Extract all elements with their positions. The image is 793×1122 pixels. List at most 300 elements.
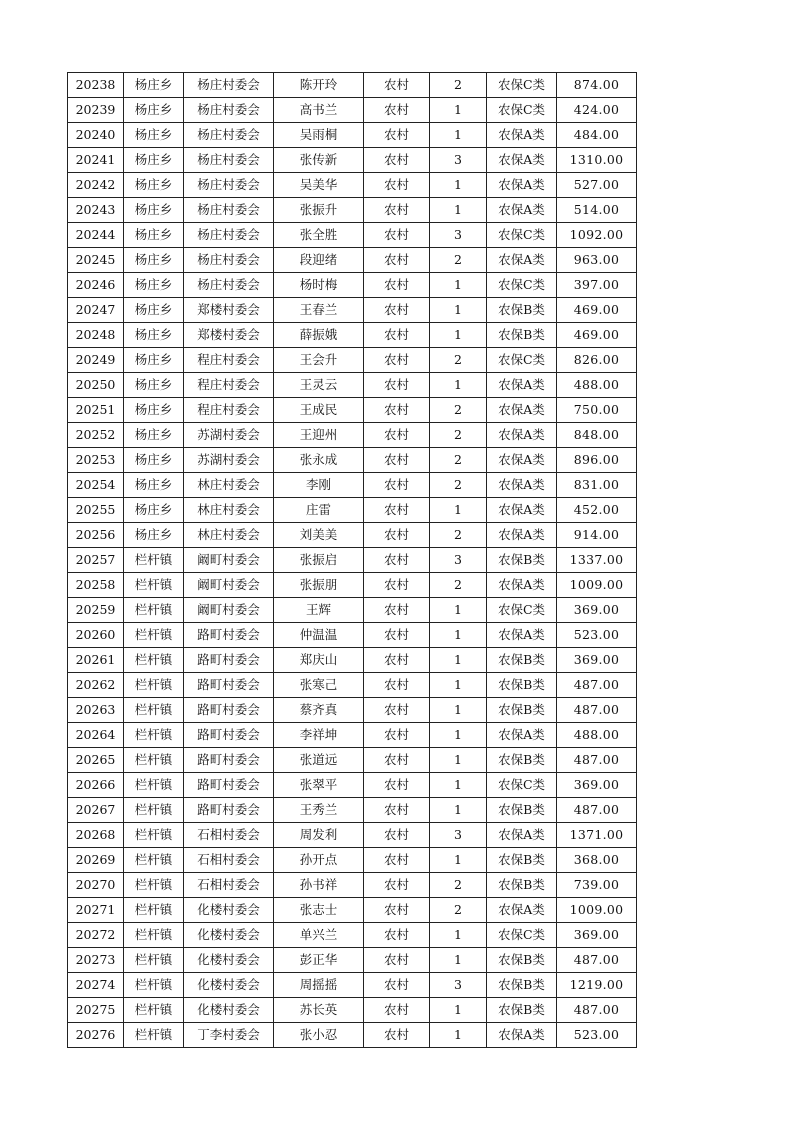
cell-amount: 1009.00 [557,898,637,923]
cell-person-count: 3 [430,973,487,998]
cell-household-type: 农村 [364,248,430,273]
cell-category: 农保A类 [487,473,557,498]
cell-amount: 487.00 [557,748,637,773]
cell-household-type: 农村 [364,473,430,498]
cell-amount: 487.00 [557,673,637,698]
cell-township: 杨庄乡 [124,148,184,173]
cell-village: 杨庄村委会 [184,123,274,148]
cell-amount: 523.00 [557,623,637,648]
cell-amount: 1337.00 [557,548,637,573]
cell-category: 农保B类 [487,998,557,1023]
cell-name: 吴美华 [274,173,364,198]
cell-name: 段迎绪 [274,248,364,273]
table-row [68,948,637,973]
cell-id: 20238 [68,73,124,98]
cell-person-count: 2 [430,473,487,498]
cell-township: 杨庄乡 [124,248,184,273]
cell-id: 20242 [68,173,124,198]
cell-person-count: 1 [430,98,487,123]
cell-name: 王辉 [274,598,364,623]
cell-id: 20243 [68,198,124,223]
cell-village: 路町村委会 [184,773,274,798]
cell-household-type: 农村 [364,623,430,648]
cell-person-count: 1 [430,123,487,148]
cell-township: 杨庄乡 [124,473,184,498]
cell-township: 栏杆镇 [124,773,184,798]
cell-household-type: 农村 [364,748,430,773]
cell-township: 杨庄乡 [124,373,184,398]
table-row [68,398,637,423]
cell-township: 栏杆镇 [124,648,184,673]
cell-person-count: 1 [430,1023,487,1048]
cell-township: 栏杆镇 [124,798,184,823]
cell-township: 栏杆镇 [124,848,184,873]
table-row [68,848,637,873]
cell-household-type: 农村 [364,173,430,198]
cell-name: 王会升 [274,348,364,373]
table-row [68,723,637,748]
cell-village: 化楼村委会 [184,898,274,923]
cell-person-count: 2 [430,873,487,898]
cell-category: 农保C类 [487,273,557,298]
cell-amount: 488.00 [557,723,637,748]
cell-household-type: 农村 [364,348,430,373]
cell-id: 20259 [68,598,124,623]
cell-id: 20257 [68,548,124,573]
cell-village: 阚町村委会 [184,573,274,598]
cell-name: 王灵云 [274,373,364,398]
cell-category: 农保B类 [487,673,557,698]
cell-amount: 1310.00 [557,148,637,173]
table-row [68,548,637,573]
cell-amount: 1219.00 [557,973,637,998]
cell-household-type: 农村 [364,773,430,798]
cell-amount: 369.00 [557,648,637,673]
cell-township: 栏杆镇 [124,923,184,948]
cell-person-count: 1 [430,848,487,873]
cell-amount: 488.00 [557,373,637,398]
data-table [67,72,637,1048]
cell-category: 农保B类 [487,648,557,673]
cell-township: 栏杆镇 [124,873,184,898]
cell-name: 刘美美 [274,523,364,548]
table-row [68,148,637,173]
cell-name: 庄雷 [274,498,364,523]
cell-township: 杨庄乡 [124,123,184,148]
cell-township: 杨庄乡 [124,398,184,423]
cell-village: 程庄村委会 [184,373,274,398]
cell-id: 20267 [68,798,124,823]
cell-person-count: 1 [430,298,487,323]
cell-category: 农保A类 [487,1023,557,1048]
cell-amount: 1092.00 [557,223,637,248]
cell-household-type: 农村 [364,123,430,148]
cell-name: 吴雨桐 [274,123,364,148]
cell-amount: 527.00 [557,173,637,198]
cell-id: 20251 [68,398,124,423]
cell-amount: 963.00 [557,248,637,273]
table-row [68,873,637,898]
cell-household-type: 农村 [364,673,430,698]
cell-household-type: 农村 [364,98,430,123]
cell-amount: 487.00 [557,998,637,1023]
cell-id: 20268 [68,823,124,848]
cell-person-count: 1 [430,948,487,973]
cell-name: 苏长英 [274,998,364,1023]
cell-household-type: 农村 [364,148,430,173]
cell-village: 杨庄村委会 [184,248,274,273]
cell-person-count: 1 [430,373,487,398]
cell-amount: 848.00 [557,423,637,448]
table-row [68,348,637,373]
cell-amount: 484.00 [557,123,637,148]
cell-name: 仲温温 [274,623,364,648]
cell-amount: 487.00 [557,798,637,823]
cell-village: 程庄村委会 [184,348,274,373]
cell-person-count: 2 [430,523,487,548]
cell-name: 张振朋 [274,573,364,598]
cell-category: 农保A类 [487,448,557,473]
cell-person-count: 1 [430,673,487,698]
cell-amount: 469.00 [557,298,637,323]
table-row [68,923,637,948]
cell-township: 杨庄乡 [124,298,184,323]
cell-person-count: 1 [430,173,487,198]
cell-category: 农保C类 [487,923,557,948]
cell-person-count: 2 [430,448,487,473]
table-row [68,623,637,648]
cell-id: 20274 [68,973,124,998]
cell-township: 杨庄乡 [124,323,184,348]
cell-amount: 487.00 [557,698,637,723]
cell-name: 王秀兰 [274,798,364,823]
cell-category: 农保C类 [487,773,557,798]
cell-village: 石相村委会 [184,823,274,848]
cell-household-type: 农村 [364,323,430,348]
cell-person-count: 3 [430,148,487,173]
cell-household-type: 农村 [364,848,430,873]
table-row [68,123,637,148]
table-row [68,748,637,773]
cell-township: 杨庄乡 [124,273,184,298]
cell-person-count: 1 [430,198,487,223]
cell-household-type: 农村 [364,548,430,573]
cell-category: 农保A类 [487,723,557,748]
cell-amount: 831.00 [557,473,637,498]
cell-household-type: 农村 [364,873,430,898]
cell-person-count: 3 [430,548,487,573]
cell-category: 农保C类 [487,348,557,373]
cell-village: 杨庄村委会 [184,198,274,223]
cell-id: 20262 [68,673,124,698]
cell-township: 杨庄乡 [124,423,184,448]
cell-name: 单兴兰 [274,923,364,948]
cell-amount: 1371.00 [557,823,637,848]
cell-village: 程庄村委会 [184,398,274,423]
cell-township: 栏杆镇 [124,823,184,848]
table-row [68,973,637,998]
table-row [68,223,637,248]
cell-village: 杨庄村委会 [184,148,274,173]
cell-category: 农保A类 [487,623,557,648]
cell-category: 农保A类 [487,148,557,173]
cell-category: 农保A类 [487,423,557,448]
table-row [68,798,637,823]
cell-person-count: 1 [430,798,487,823]
cell-village: 化楼村委会 [184,948,274,973]
cell-amount: 369.00 [557,598,637,623]
cell-village: 路町村委会 [184,698,274,723]
cell-village: 杨庄村委会 [184,98,274,123]
cell-category: 农保B类 [487,798,557,823]
cell-village: 阚町村委会 [184,548,274,573]
cell-village: 林庄村委会 [184,473,274,498]
cell-category: 农保A类 [487,523,557,548]
table-row [68,998,637,1023]
cell-person-count: 1 [430,748,487,773]
cell-township: 栏杆镇 [124,998,184,1023]
cell-household-type: 农村 [364,223,430,248]
cell-household-type: 农村 [364,798,430,823]
cell-name: 王成民 [274,398,364,423]
cell-person-count: 2 [430,398,487,423]
cell-household-type: 农村 [364,398,430,423]
cell-person-count: 1 [430,598,487,623]
cell-category: 农保A类 [487,398,557,423]
cell-village: 路町村委会 [184,723,274,748]
cell-village: 丁李村委会 [184,1023,274,1048]
cell-id: 20266 [68,773,124,798]
cell-category: 农保A类 [487,248,557,273]
table-row [68,448,637,473]
cell-village: 郑楼村委会 [184,298,274,323]
cell-name: 张传新 [274,148,364,173]
cell-category: 农保B类 [487,973,557,998]
cell-person-count: 1 [430,498,487,523]
cell-id: 20264 [68,723,124,748]
cell-person-count: 1 [430,698,487,723]
cell-village: 郑楼村委会 [184,323,274,348]
cell-amount: 369.00 [557,923,637,948]
cell-amount: 487.00 [557,948,637,973]
cell-township: 栏杆镇 [124,573,184,598]
cell-village: 林庄村委会 [184,498,274,523]
cell-household-type: 农村 [364,73,430,98]
cell-amount: 469.00 [557,323,637,348]
cell-person-count: 3 [430,823,487,848]
cell-village: 杨庄村委会 [184,273,274,298]
cell-amount: 514.00 [557,198,637,223]
cell-name: 孙书祥 [274,873,364,898]
cell-name: 张寒己 [274,673,364,698]
cell-household-type: 农村 [364,498,430,523]
cell-village: 苏湖村委会 [184,423,274,448]
cell-village: 杨庄村委会 [184,173,274,198]
cell-household-type: 农村 [364,298,430,323]
cell-person-count: 2 [430,898,487,923]
cell-household-type: 农村 [364,698,430,723]
cell-id: 20263 [68,698,124,723]
cell-name: 郑庆山 [274,648,364,673]
cell-household-type: 农村 [364,998,430,1023]
table-row [68,498,637,523]
cell-amount: 914.00 [557,523,637,548]
cell-id: 20247 [68,298,124,323]
cell-category: 农保B类 [487,748,557,773]
table-row [68,898,637,923]
cell-id: 20248 [68,323,124,348]
table-row [68,98,637,123]
cell-category: 农保A类 [487,173,557,198]
cell-category: 农保B类 [487,848,557,873]
cell-name: 张志士 [274,898,364,923]
cell-household-type: 农村 [364,423,430,448]
cell-person-count: 2 [430,573,487,598]
cell-township: 杨庄乡 [124,523,184,548]
cell-name: 张翠平 [274,773,364,798]
cell-village: 路町村委会 [184,673,274,698]
cell-person-count: 1 [430,723,487,748]
table-row [68,423,637,448]
cell-category: 农保C类 [487,98,557,123]
cell-village: 化楼村委会 [184,923,274,948]
cell-household-type: 农村 [364,948,430,973]
cell-amount: 826.00 [557,348,637,373]
cell-village: 苏湖村委会 [184,448,274,473]
cell-amount: 874.00 [557,73,637,98]
cell-amount: 1009.00 [557,573,637,598]
cell-name: 陈开玲 [274,73,364,98]
cell-village: 化楼村委会 [184,973,274,998]
cell-name: 周摇摇 [274,973,364,998]
cell-category: 农保A类 [487,898,557,923]
cell-township: 栏杆镇 [124,548,184,573]
cell-category: 农保B类 [487,298,557,323]
cell-category: 农保A类 [487,498,557,523]
cell-household-type: 农村 [364,1023,430,1048]
cell-village: 杨庄村委会 [184,223,274,248]
cell-name: 张振升 [274,198,364,223]
cell-village: 阚町村委会 [184,598,274,623]
table-row [68,673,637,698]
table-row [68,323,637,348]
cell-id: 20240 [68,123,124,148]
cell-id: 20253 [68,448,124,473]
cell-township: 杨庄乡 [124,348,184,373]
cell-amount: 397.00 [557,273,637,298]
cell-person-count: 1 [430,648,487,673]
cell-amount: 368.00 [557,848,637,873]
cell-person-count: 1 [430,998,487,1023]
cell-village: 杨庄村委会 [184,73,274,98]
table-row [68,648,637,673]
cell-id: 20244 [68,223,124,248]
cell-id: 20245 [68,248,124,273]
cell-household-type: 农村 [364,373,430,398]
cell-id: 20252 [68,423,124,448]
cell-township: 杨庄乡 [124,448,184,473]
cell-village: 石相村委会 [184,873,274,898]
cell-name: 王春兰 [274,298,364,323]
cell-id: 20265 [68,748,124,773]
cell-category: 农保C类 [487,223,557,248]
cell-id: 20260 [68,623,124,648]
cell-name: 张小忍 [274,1023,364,1048]
table-row [68,73,637,98]
table-row [68,473,637,498]
cell-id: 20241 [68,148,124,173]
cell-village: 化楼村委会 [184,998,274,1023]
cell-amount: 739.00 [557,873,637,898]
cell-household-type: 农村 [364,923,430,948]
cell-name: 李祥坤 [274,723,364,748]
table-body [68,73,637,1048]
cell-id: 20239 [68,98,124,123]
cell-id: 20272 [68,923,124,948]
cell-township: 栏杆镇 [124,898,184,923]
cell-township: 杨庄乡 [124,223,184,248]
table-row [68,823,637,848]
cell-name: 张全胜 [274,223,364,248]
cell-amount: 750.00 [557,398,637,423]
cell-person-count: 1 [430,923,487,948]
cell-township: 杨庄乡 [124,98,184,123]
cell-id: 20250 [68,373,124,398]
cell-category: 农保A类 [487,198,557,223]
cell-person-count: 1 [430,273,487,298]
cell-amount: 896.00 [557,448,637,473]
table-row [68,273,637,298]
cell-village: 路町村委会 [184,798,274,823]
cell-name: 薛振娥 [274,323,364,348]
cell-township: 杨庄乡 [124,173,184,198]
cell-amount: 369.00 [557,773,637,798]
cell-person-count: 1 [430,773,487,798]
cell-category: 农保C类 [487,73,557,98]
cell-id: 20256 [68,523,124,548]
cell-category: 农保B类 [487,698,557,723]
cell-household-type: 农村 [364,523,430,548]
cell-id: 20270 [68,873,124,898]
cell-township: 杨庄乡 [124,73,184,98]
cell-category: 农保B类 [487,548,557,573]
cell-household-type: 农村 [364,598,430,623]
cell-name: 张永成 [274,448,364,473]
cell-category: 农保A类 [487,573,557,598]
table-row [68,198,637,223]
table-row [68,298,637,323]
cell-category: 农保A类 [487,373,557,398]
cell-name: 孙开点 [274,848,364,873]
cell-id: 20254 [68,473,124,498]
cell-id: 20261 [68,648,124,673]
cell-township: 栏杆镇 [124,623,184,648]
cell-name: 王迎州 [274,423,364,448]
table-row [68,698,637,723]
cell-person-count: 2 [430,423,487,448]
cell-person-count: 2 [430,73,487,98]
cell-household-type: 农村 [364,448,430,473]
cell-household-type: 农村 [364,898,430,923]
cell-township: 杨庄乡 [124,198,184,223]
table-row [68,773,637,798]
cell-household-type: 农村 [364,573,430,598]
cell-person-count: 1 [430,623,487,648]
cell-amount: 424.00 [557,98,637,123]
cell-category: 农保C类 [487,598,557,623]
cell-household-type: 农村 [364,648,430,673]
cell-household-type: 农村 [364,823,430,848]
